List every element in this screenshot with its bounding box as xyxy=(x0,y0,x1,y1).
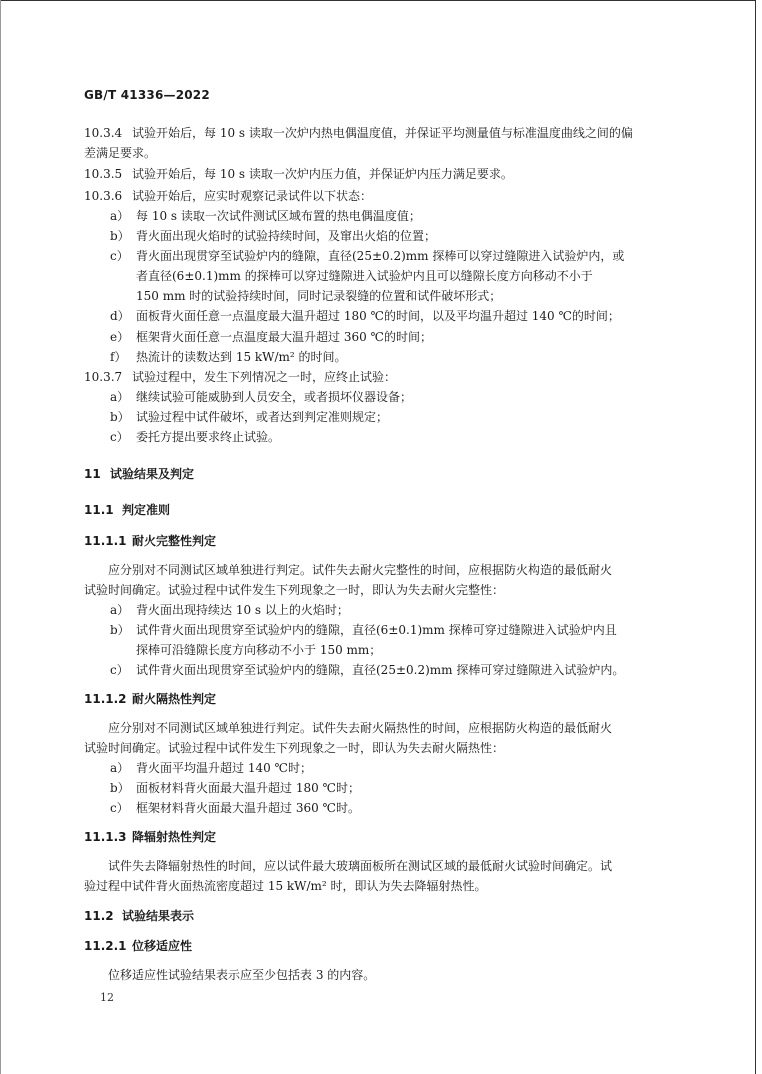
list-label: b） xyxy=(110,410,130,424)
section-title: 位移适应性 xyxy=(132,939,193,953)
section-number: 11.1.1 xyxy=(84,534,127,548)
paragraph-line: 位移适应性试验结果表示应至少包括表 3 的内容。 xyxy=(108,968,376,982)
list-label: a） xyxy=(110,761,130,775)
section-number: 11.1.2 xyxy=(84,692,127,706)
clause-text: 试验开始后，应实时观察记录试件以下状态： xyxy=(132,189,373,203)
section-title: 判定准则 xyxy=(122,503,171,517)
section-title: 耐火完整性判定 xyxy=(132,534,217,548)
page-number: 12 xyxy=(100,991,114,1004)
list-item: 每 10 s 读取一次试件测试区域布置的热电偶温度值； xyxy=(136,209,421,223)
clause-text: 试验开始后，每 10 s 读取一次炉内压力值，并保证炉内压力满足要求。 xyxy=(132,167,513,181)
section-title: 降辐射热性判定 xyxy=(132,830,217,844)
page-border-left xyxy=(0,0,1,1074)
section-number: 11 xyxy=(84,467,101,481)
section-title: 耐火隔热性判定 xyxy=(132,692,217,706)
list-item: 者直径(6±0.1)mm 的探棒可以穿过缝隙进入试验炉内且可以缝隙长度方向移动不小于 xyxy=(136,269,593,283)
paragraph-line: 验过程中试件背火面热流密度超过 15 kW/m² 时，即认为失去降辐射热性。 xyxy=(84,879,487,893)
section-title: 试验结果及判定 xyxy=(110,467,195,481)
list-item: 热流计的读数达到 15 kW/m² 的时间。 xyxy=(136,350,347,364)
list-label: b） xyxy=(110,781,130,795)
list-item: 框架背火面任意一点温度最大温升超过 360 ℃的时间； xyxy=(136,330,432,344)
list-item: 试验过程中试件破坏，或者达到判定准则规定； xyxy=(136,410,389,424)
list-label: a） xyxy=(110,603,130,617)
list-item: 背火面出现持续达 10 s 以上的火焰时； xyxy=(136,603,349,617)
clause-text: 试验开始后，每 10 s 读取一次炉内热电偶温度值，并保证平均测量值与标准温度曲线之间的偏 xyxy=(132,126,633,140)
clause-number: 10.3.7 xyxy=(84,370,123,384)
list-label: a） xyxy=(110,390,130,404)
section-number: 11.2.1 xyxy=(84,939,127,953)
section-number: 11.2 xyxy=(84,909,114,923)
list-item: 面板背火面任意一点温度最大温升超过 180 ℃的时间，以及平均温升超过 140 ℃的时间； xyxy=(136,309,620,323)
clause-number: 10.3.6 xyxy=(84,189,123,203)
list-label: c） xyxy=(110,430,129,444)
list-label: b） xyxy=(110,229,130,243)
section-title: 试验结果表示 xyxy=(122,909,195,923)
list-item: 背火面出现贯穿至试验炉内的缝隙，直径(25±0.2)mm 探棒可以穿过缝隙进入试验炉内，或 xyxy=(136,249,625,263)
list-item: 继续试验可能威胁到人员安全，或者损坏仪器设备； xyxy=(136,390,413,404)
list-label: f） xyxy=(110,350,127,364)
clause-text: 试验过程中，发生下列情况之一时，应终止试验： xyxy=(132,370,397,384)
list-label: c） xyxy=(110,249,129,263)
list-item: 试件背火面出现贯穿至试验炉内的缝隙，直径(6±0.1)mm 探棒可穿过缝隙进入试验炉内且 xyxy=(136,623,617,637)
list-item: 委托方提出要求终止试验。 xyxy=(136,430,281,444)
clause-text: 差满足要求。 xyxy=(84,146,157,160)
list-label: c） xyxy=(110,801,129,815)
page-border-right xyxy=(755,0,756,1074)
paragraph-line: 试验时间确定。试验过程中试件发生下列现象之一时，即认为失去耐火完整性： xyxy=(84,583,505,597)
clause-number: 10.3.5 xyxy=(84,167,123,181)
list-item: 试件背火面出现贯穿至试验炉内的缝隙，直径(25±0.2)mm 探棒可穿过缝隙进入试验炉内。 xyxy=(136,663,625,677)
page-border-top xyxy=(0,0,756,1)
section-number: 11.1 xyxy=(84,503,114,517)
list-label: b） xyxy=(110,623,130,637)
paragraph-line: 应分别对不同测试区域单独进行判定。试件失去耐火完整性的时间，应根据防火构造的最低耐火 xyxy=(108,563,613,577)
clause-number: 10.3.4 xyxy=(84,126,123,140)
list-item: 背火面出现火焰时的试验持续时间，及窜出火焰的位置； xyxy=(136,229,437,243)
list-item: 探棒可沿缝隙长度方向移动不小于 150 mm； xyxy=(136,643,382,657)
standard-code-header: GB/T 41336—2022 xyxy=(84,88,210,102)
list-item: 面板材料背火面最大温升超过 180 ℃时； xyxy=(136,781,360,795)
paragraph-line: 应分别对不同测试区域单独进行判定。试件失去耐火隔热性的时间，应根据防火构造的最低耐火 xyxy=(108,721,613,735)
paragraph-line: 试件失去降辐射热性的时间，应以试件最大玻璃面板所在测试区域的最低耐火试验时间确定。试 xyxy=(108,859,613,873)
list-item: 背火面平均温升超过 140 ℃时； xyxy=(136,761,312,775)
list-label: d） xyxy=(110,309,130,323)
list-label: a） xyxy=(110,209,130,223)
list-label: c） xyxy=(110,663,129,677)
list-item: 150 mm 时的试验持续时间，同时记录裂缝的位置和试件破坏形式； xyxy=(136,289,502,303)
section-number: 11.1.3 xyxy=(84,830,127,844)
list-label: e） xyxy=(110,330,130,344)
paragraph-line: 试验时间确定。试验过程中试件发生下列现象之一时，即认为失去耐火隔热性： xyxy=(84,741,505,755)
list-item: 框架材料背火面最大温升超过 360 ℃时。 xyxy=(136,801,360,815)
